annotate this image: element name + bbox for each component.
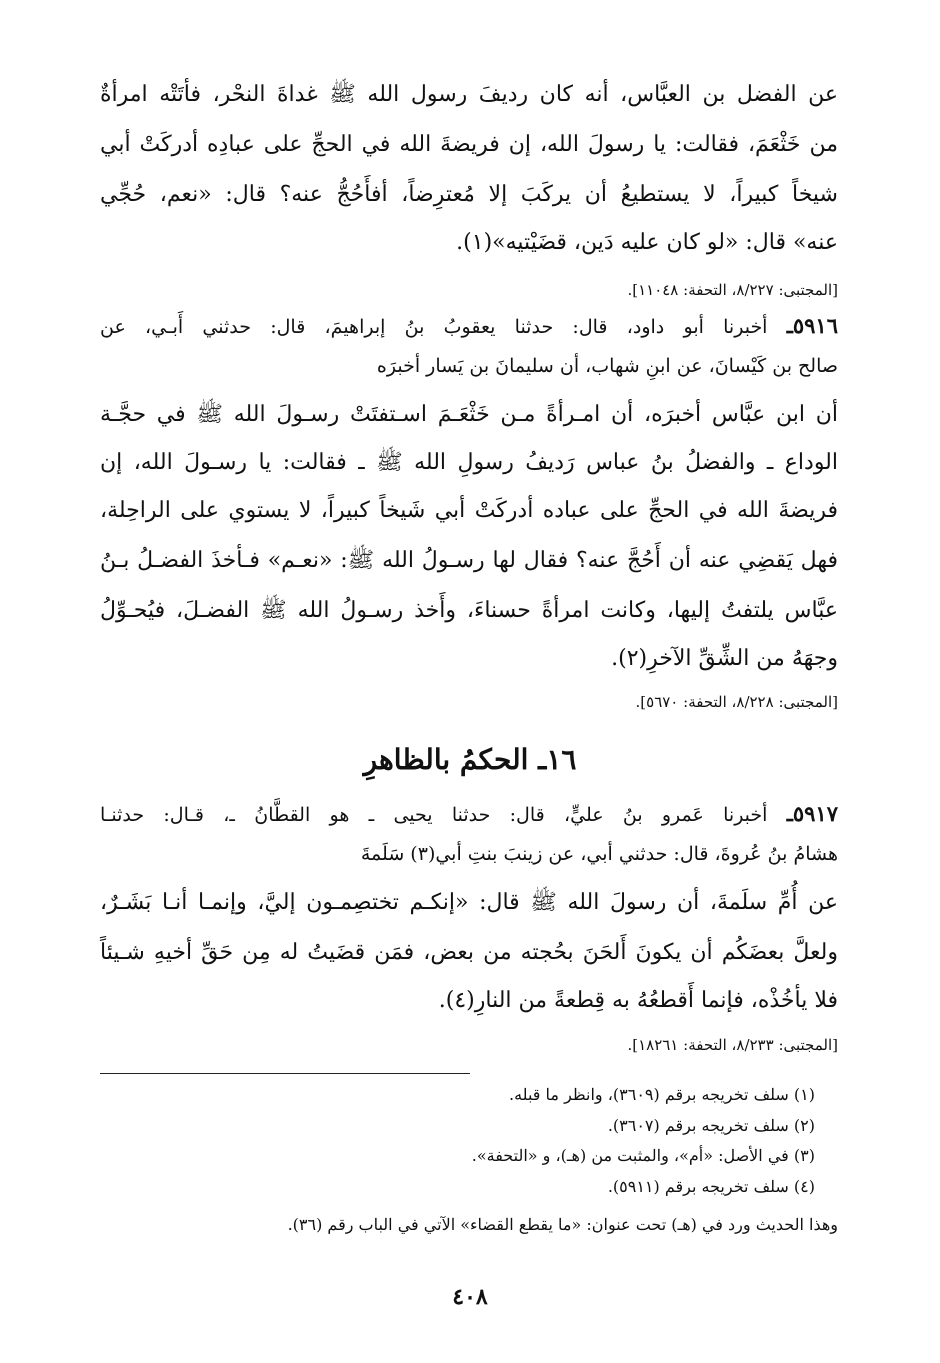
footnote-separator: [100, 1073, 470, 1074]
page-number: ٤٠٨: [452, 1284, 488, 1310]
sanad-text: أخبرنا عَمرو بنُ عليٍّ، قال: حدثنا يحيى ـ هو القطَّانُ ـ، قـال: حدثنـا: [100, 804, 768, 826]
footnote: وهذا الحديث ورد في (هـ) تحت عنوان: «ما يقطع القضاء» الآتي في الباب رقم (٣٦).: [287, 1215, 838, 1234]
text-line: فريضةَ الله في الحجِّ على عباده أدركَتْ أبي شَيخاً كبيراً، لا يستوي على الراحِلة،: [100, 498, 838, 523]
text-line: وجهَهُ من الشِّقِّ الآخرِ(٢).: [611, 646, 838, 671]
sanad-line: هشامُ بنُ عُروةَ، قال: حدثني أبي، عن زينبَ بنتِ أبي(٣) سَلَمةَ: [360, 843, 838, 865]
footnote: (٢) سلف تخريجه برقم (٣٦٠٧).: [607, 1116, 815, 1135]
footnote: (٣) في الأصل: «أم»، والمثبت من (هـ)، و «التحفة».: [471, 1146, 815, 1165]
sanad-line: صالح بن كَيْسانَ، عن ابنِ شهاب، أن سليمانَ بن يَسار أخبرَه: [376, 355, 838, 377]
text-line: أن ابن عبَّاس أخبرَه، أن امـرأةً مـن خَثْعَـمَ اسـتفتَتْ رسـولَ الله ﷺ في حجَّـة: [100, 402, 838, 427]
text-line: فهل يَقضِي عنه أن أَحُجَّ عنه؟ فقال لها رسـولُ الله ﷺ: «نعـم» فـأخذَ الفضـلُ بـنُ: [100, 548, 838, 573]
hadith-reference: [المجتبى: ٨/٢٢٨، التحفة: ٥٦٧٠].: [635, 693, 838, 711]
sanad-line: [100, 311, 838, 341]
sanad-text: أخبرنا أبو داود، قال: حدثنا يعقوبُ بنُ إبراهيمَ، قال: حدثني أَبـي، عن: [100, 316, 768, 338]
hadith-reference: [المجتبى: ٨/٢٢٧، التحفة: ١١٠٤٨].: [627, 281, 838, 299]
text-line: من خَثْعَمَ، فقالت: يا رسولَ الله، إن فريضةَ الله في الحجِّ على عبادِه أدركَتْ أبي: [100, 132, 838, 157]
hadith-number: ٥٩١٧ـ: [786, 801, 838, 826]
footnote: (٤) سلف تخريجه برقم (٥٩١١).: [607, 1177, 815, 1196]
text-line: الوداع ـ والفضلُ بنُ عباس رَديفُ رسولِ الله ﷺ ـ فقالت: يا رسـولَ الله، إن: [100, 450, 838, 475]
text-line: شيخاً كبيراً، لا يستطيعُ أن يركَبَ إلا مُعترِضاً، أفأَحُجُّ عنه؟ قال: «نعم، حُجِّي: [100, 182, 838, 207]
hadith-reference: [المجتبى: ٨/٢٣٣، التحفة: ١٨٢٦١].: [627, 1036, 838, 1054]
footnote: (١) سلف تخريجه برقم (٣٦٠٩)، وانظر ما قبله.: [509, 1085, 815, 1104]
text-line: عبَّاس يلتفتُ إليها، وكانت امرأةً حسناءَ، وأَخذ رسـولُ الله ﷺ الفضـلَ، فيُحـوِّلُ: [100, 598, 838, 623]
text-line: ولعلَّ بعضَكُم أن يكونَ أَلحَنَ بحُجته من بعض، فمَن قضَيتُ له مِن حَقِّ أخيهِ شـيئاً: [100, 940, 838, 965]
chapter-heading: ١٦ـ الحكمُ بالظاهرِ: [363, 743, 577, 776]
text-line: عن الفضل بن العبَّاس، أنه كان رديفَ رسول الله ﷺ غداةَ النحْر، فأتَتْه امرأةٌ: [100, 82, 838, 107]
text-line: عنه» قال: «لو كان عليه دَين، قضَيْتيه»(١).: [456, 230, 838, 255]
sanad-line: [100, 799, 838, 829]
text-line: فلا يأخُذْه، فإنما أَقطعُهُ به قِطعةً من النارِ(٤).: [438, 988, 838, 1013]
hadith-number: ٥٩١٦ـ: [786, 313, 838, 338]
text-line: عن أُمِّ سلَمةَ، أن رسولَ الله ﷺ قال: «إنكـم تختصِمـون إليَّ، وإنمـا أنـا بَشَـرٌ،: [100, 890, 838, 915]
